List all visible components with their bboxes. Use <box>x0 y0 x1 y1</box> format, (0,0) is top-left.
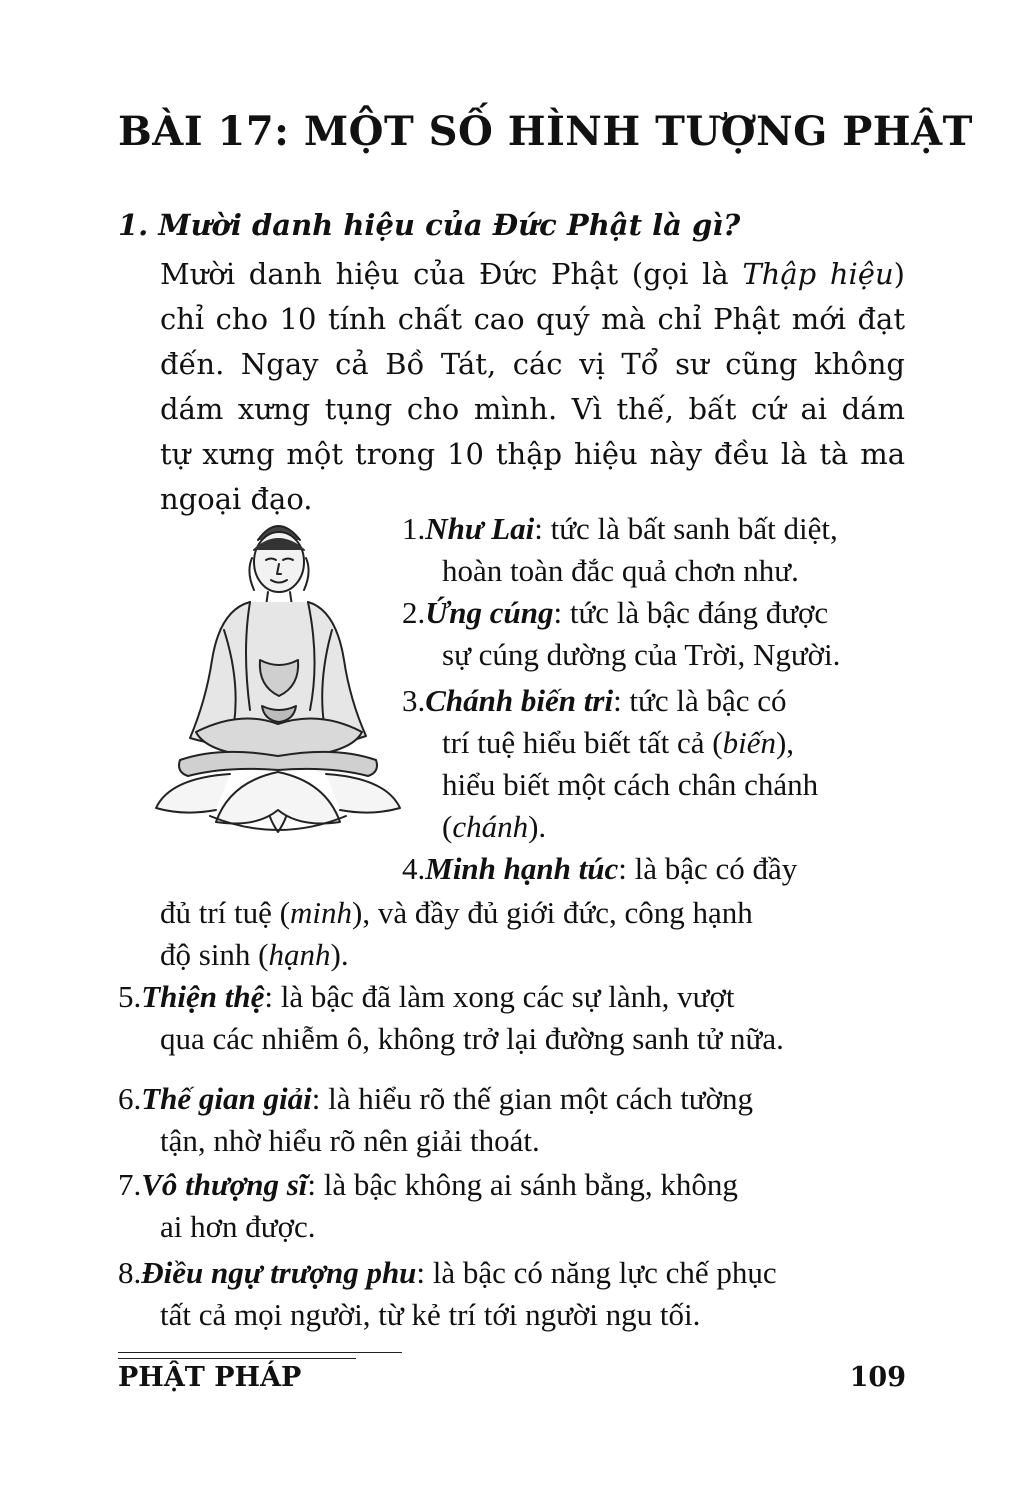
list-item-continuation: (chánh). <box>442 809 547 844</box>
question-heading: 1. Mười danh hiệu của Đức Phật là gì? <box>118 208 741 242</box>
list-item: 7.Vô thượng sĩ: là bậc không ai sánh bằng, không <box>118 1167 738 1202</box>
intro-line: đến. Ngay cả Bồ Tát, các vị Tổ sư cũng không <box>160 347 905 381</box>
list-item: 6.Thế gian giải: là hiểu rõ thế gian một cách tường <box>118 1081 754 1116</box>
intro-paragraph <box>160 252 905 522</box>
list-item: 4.Minh hạnh túc: là bậc có đầy <box>402 851 798 886</box>
list-item: 1.Như Lai: tức là bất sanh bất diệt, <box>402 511 838 546</box>
list-item-continuation: tận, nhờ hiểu rõ nên giải thoát. <box>160 1123 540 1158</box>
list-item: 3.Chánh biến tri: tức là bậc có <box>402 683 787 718</box>
buddha-illustration <box>150 510 406 846</box>
intro-line: chỉ cho 10 tính chất cao quý mà chỉ Phật mới đạt <box>160 302 905 336</box>
intro-line: ngoại đạo. <box>160 482 313 516</box>
list-item-continuation: trí tuệ hiểu biết tất cả (biến), <box>442 725 795 760</box>
list-item: 2.Ứng cúng: tức là bậc đáng được <box>402 595 829 630</box>
intro-line: dám xưng tụng cho mình. Vì thế, bất cứ ai dám <box>160 392 905 426</box>
list-item-continuation: đủ trí tuệ (minh), và đầy đủ giới đức, công hạnh <box>160 895 753 930</box>
running-footer: PHẬT PHÁP <box>118 1362 302 1393</box>
list-item-continuation: sự cúng dường của Trời, Người. <box>442 637 841 672</box>
list-item: 5.Thiện thệ: là bậc đã làm xong các sự lành, vượt <box>118 979 735 1014</box>
list-item: 8.Điều ngự trượng phu: là bậc có năng lực chế phục <box>118 1255 777 1290</box>
list-item-continuation: tất cả mọi người, từ kẻ trí tới người ngu tối. <box>160 1297 701 1332</box>
list-item-continuation: hiểu biết một cách chân chánh <box>442 767 819 802</box>
list-item-continuation: hoàn toàn đắc quả chơn như. <box>442 553 799 588</box>
footer-rule <box>118 1358 356 1359</box>
page-number: 109 <box>849 1362 906 1393</box>
list-item-continuation: qua các nhiễm ô, không trở lại đường sanh tử nữa. <box>160 1021 784 1056</box>
list-item-continuation: độ sinh (hạnh). <box>160 937 349 972</box>
footer-rule <box>118 1352 402 1353</box>
intro-line: Mười danh hiệu của Đức Phật (gọi là Thập hiệu) <box>160 257 905 291</box>
lesson-title: BÀI 17: MỘT SỐ HÌNH TƯỢNG PHẬT <box>118 108 973 155</box>
list-item-continuation: ai hơn được. <box>160 1209 316 1244</box>
intro-line: tự xưng một trong 10 thập hiệu này đều là tà ma <box>160 437 905 471</box>
